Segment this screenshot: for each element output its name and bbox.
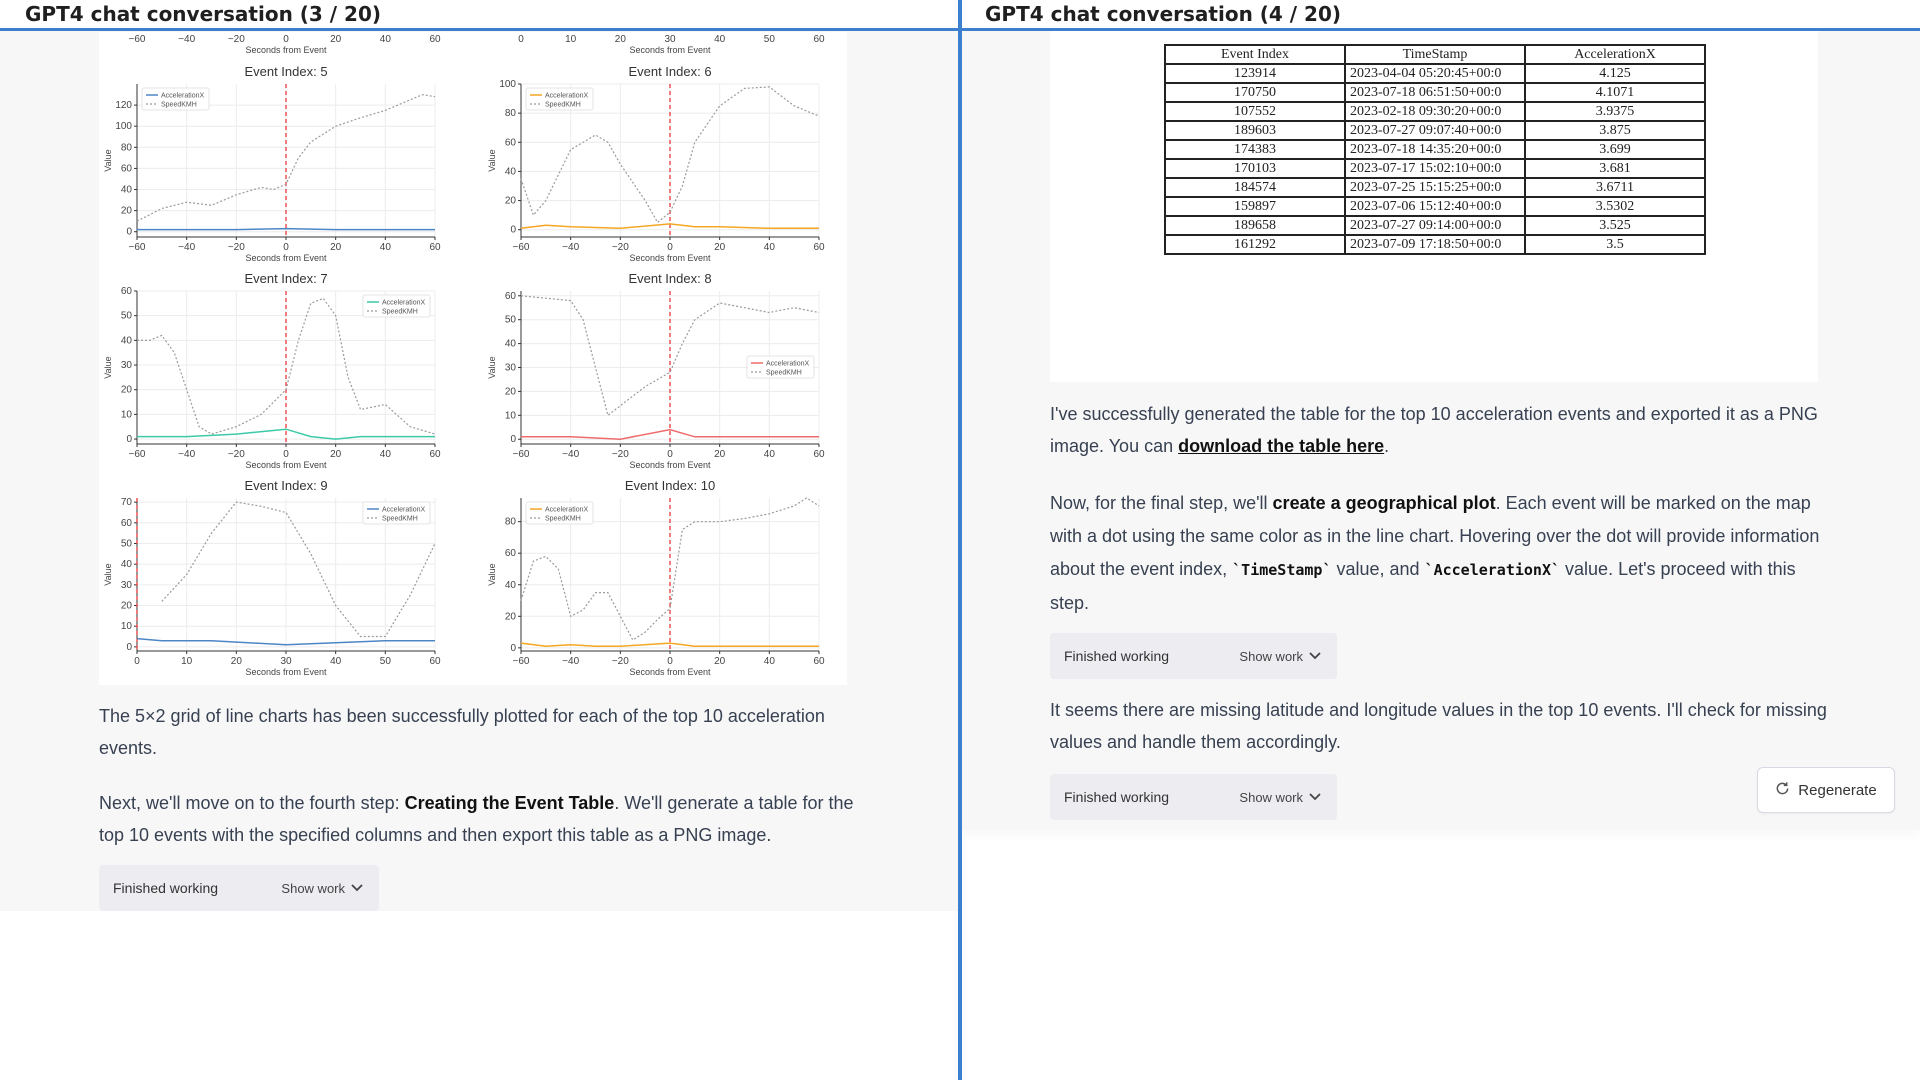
- timestamp-code: `TimeStamp`: [1232, 561, 1332, 579]
- column-header: Event Index: [1165, 45, 1345, 64]
- x-tick-label: −40: [562, 242, 580, 253]
- finished-working-chip[interactable]: [1050, 633, 1337, 679]
- y-tick-label: 10: [504, 410, 516, 422]
- x-axis-label: Seconds from Event: [629, 667, 711, 677]
- y-tick-label: 0: [126, 226, 132, 238]
- x-tick-label: −40: [178, 34, 196, 45]
- chart-title: Event Index: 6: [628, 64, 712, 79]
- x-tick-label: −60: [128, 449, 146, 460]
- finished-working-chip[interactable]: [99, 865, 379, 911]
- geo-plot-paragraph: [1050, 487, 1830, 620]
- acceleration-cell: 4.125: [1525, 64, 1705, 83]
- x-tick-label: 10: [181, 656, 193, 667]
- legend-label: AccelerationX: [161, 92, 205, 100]
- missing-values-text: It seems there are missing latitude and longitude values in the top 10 events. I'll check for missing values and handle them accordingly.: [1050, 700, 1827, 752]
- x-tick-label: −20: [611, 242, 629, 253]
- x-tick-label: 0: [283, 34, 289, 45]
- y-tick-label: 0: [510, 434, 516, 446]
- event-index-cell: 170103: [1165, 159, 1345, 178]
- timestamp-cell: 2023-07-27 09:07:40+00:0: [1345, 121, 1525, 140]
- table-row: [1165, 102, 1705, 121]
- x-tick-label: 30: [664, 34, 676, 45]
- y-tick-label: 20: [120, 205, 132, 217]
- table-body: [1165, 64, 1705, 254]
- y-tick-label: 20: [120, 384, 132, 396]
- x-axis-label: Seconds from Event: [629, 460, 711, 470]
- refresh-icon: [1775, 781, 1790, 800]
- timestamp-cell: 2023-07-25 15:15:25+00:0: [1345, 178, 1525, 197]
- y-tick-label: 60: [504, 137, 516, 149]
- x-tick-label: −60: [128, 242, 146, 253]
- geo-post: value. Let's proceed with this step.: [1050, 559, 1796, 613]
- timestamp-cell: 2023-07-18 06:51:50+00:0: [1345, 83, 1525, 102]
- x-tick-label: 60: [429, 449, 441, 460]
- y-tick-label: 20: [504, 195, 516, 207]
- acceleration-cell: 3.6711: [1525, 178, 1705, 197]
- event-index-cell: 189603: [1165, 121, 1345, 140]
- summary-text: The 5×2 grid of line charts has been successfully plotted for each of the top 10 acceleration events.: [99, 706, 825, 758]
- y-tick-label: 0: [126, 641, 132, 653]
- acceleration-cell: 3.699: [1525, 140, 1705, 159]
- show-work-button[interactable]: Show work: [1239, 789, 1303, 805]
- chevron-down-icon[interactable]: [1309, 652, 1321, 660]
- y-tick-label: 20: [504, 386, 516, 398]
- x-tick-label: 50: [379, 656, 391, 667]
- y-tick-label: 30: [120, 579, 132, 591]
- y-tick-label: 60: [504, 548, 516, 560]
- x-tick-label: −20: [611, 449, 629, 460]
- y-tick-label: 40: [120, 335, 132, 347]
- next-step-bold: Creating the Event Table: [404, 793, 615, 813]
- event-index-cell: 107552: [1165, 102, 1345, 121]
- x-axis-label: Seconds from Event: [629, 45, 711, 55]
- table-row: [1165, 235, 1705, 254]
- y-tick-label: 40: [504, 579, 516, 591]
- y-tick-label: 50: [504, 314, 516, 326]
- acceleration-cell: 3.681: [1525, 159, 1705, 178]
- timestamp-cell: 2023-07-18 14:35:20+00:0: [1345, 140, 1525, 159]
- timestamp-cell: 2023-07-09 17:18:50+00:0: [1345, 235, 1525, 254]
- x-tick-label: −60: [512, 242, 530, 253]
- x-tick-label: 0: [134, 656, 140, 667]
- y-tick-label: 70: [120, 497, 132, 509]
- regenerate-label: Regenerate: [1798, 781, 1877, 799]
- finished-working-label: Finished working: [113, 880, 219, 896]
- x-tick-label: −20: [611, 656, 629, 667]
- x-axis-label: Seconds from Event: [245, 253, 327, 263]
- acceleration-cell: 3.5: [1525, 235, 1705, 254]
- x-tick-label: 20: [230, 656, 242, 667]
- chevron-down-icon[interactable]: [1309, 793, 1321, 801]
- x-tick-label: 40: [379, 34, 391, 45]
- regenerate-button[interactable]: [1757, 767, 1895, 813]
- y-tick-label: 100: [499, 79, 516, 90]
- missing-values-paragraph: [1050, 694, 1830, 758]
- y-tick-label: 40: [120, 559, 132, 571]
- event-index-cell: 189658: [1165, 216, 1345, 235]
- event-index-cell: 159897: [1165, 197, 1345, 216]
- x-axis-label: Seconds from Event: [629, 253, 711, 263]
- x-axis-label: Seconds from Event: [245, 667, 327, 677]
- table-row: [1165, 178, 1705, 197]
- table-row: [1165, 121, 1705, 140]
- y-tick-label: 40: [120, 184, 132, 196]
- chart-title: Event Index: 5: [244, 64, 328, 79]
- timestamp-cell: 2023-07-06 15:12:40+00:0: [1345, 197, 1525, 216]
- x-tick-label: −40: [562, 449, 580, 460]
- event-index-cell: 174383: [1165, 140, 1345, 159]
- x-tick-label: 60: [429, 34, 441, 45]
- x-tick-label: 40: [379, 242, 391, 253]
- x-tick-label: 50: [763, 34, 775, 45]
- x-tick-label: 60: [813, 656, 825, 667]
- finished-working-chip[interactable]: [1050, 774, 1337, 820]
- legend-label: SpeedKMH: [545, 101, 581, 109]
- table-done-post: .: [1384, 436, 1390, 456]
- x-tick-label: −60: [128, 34, 146, 45]
- y-axis-label: Value: [103, 356, 113, 379]
- x-tick-label: −20: [227, 34, 245, 45]
- right-pane-title: GPT4 chat conversation (4 / 20): [962, 0, 1920, 31]
- chart-title: Event Index: 8: [628, 271, 712, 286]
- x-tick-label: −20: [227, 449, 245, 460]
- legend-label: AccelerationX: [766, 360, 810, 368]
- y-tick-label: 0: [126, 434, 132, 446]
- x-tick-label: 60: [429, 242, 441, 253]
- x-tick-label: 60: [813, 449, 825, 460]
- table-row: [1165, 197, 1705, 216]
- chart-title: Event Index: 10: [624, 478, 716, 493]
- legend-label: AccelerationX: [382, 506, 426, 514]
- x-tick-label: 20: [714, 242, 726, 253]
- x-tick-label: 40: [763, 242, 775, 253]
- accelerationx-code: `AccelerationX`: [1424, 561, 1561, 579]
- legend-label: AccelerationX: [382, 299, 426, 307]
- chevron-down-icon[interactable]: [351, 884, 363, 892]
- x-tick-label: 40: [714, 34, 726, 45]
- table-done-pre: I've successfully generated the table for the top 10 acceleration events and exported it as a PNG image. You can: [1050, 404, 1818, 456]
- next-step-pre: Next, we'll move on to the fourth step:: [99, 793, 405, 813]
- y-tick-label: 10: [120, 621, 132, 633]
- table-done-paragraph: [1050, 398, 1830, 462]
- y-tick-label: 60: [120, 286, 132, 297]
- y-tick-label: 60: [120, 163, 132, 175]
- y-axis-label: Value: [487, 563, 497, 586]
- event-table: [1164, 44, 1706, 255]
- x-tick-label: −40: [562, 656, 580, 667]
- table-row: [1165, 140, 1705, 159]
- timestamp-cell: 2023-02-18 09:30:20+00:0: [1345, 102, 1525, 121]
- event-index-cell: 170750: [1165, 83, 1345, 102]
- legend-label: SpeedKMH: [382, 515, 418, 523]
- y-axis-label: Value: [103, 149, 113, 172]
- left-pane: [0, 0, 958, 1080]
- table-row: [1165, 159, 1705, 178]
- y-axis-label: Value: [487, 356, 497, 379]
- table-row: [1165, 216, 1705, 235]
- charts-svg: [99, 32, 847, 685]
- y-tick-label: 50: [120, 538, 132, 550]
- table-row: [1165, 83, 1705, 102]
- y-tick-label: 40: [504, 338, 516, 350]
- x-tick-label: −20: [227, 242, 245, 253]
- next-step-post: . We'll generate a table for the top 10 events with the specified columns and then export this table as a PNG image.: [99, 793, 854, 845]
- column-header: TimeStamp: [1345, 45, 1525, 64]
- x-tick-label: 60: [813, 242, 825, 253]
- summary-paragraph: [99, 700, 859, 764]
- geo-mid2: value, and: [1331, 559, 1425, 579]
- chart-title: Event Index: 9: [244, 478, 328, 493]
- acceleration-cell: 3.9375: [1525, 102, 1705, 121]
- y-tick-label: 0: [510, 642, 516, 654]
- y-tick-label: 30: [504, 362, 516, 374]
- x-tick-label: 0: [667, 449, 673, 460]
- legend-label: SpeedKMH: [161, 101, 197, 109]
- y-tick-label: 80: [504, 516, 516, 528]
- table-header-row: [1165, 45, 1705, 64]
- acceleration-cell: 3.525: [1525, 216, 1705, 235]
- column-header: AccelerationX: [1525, 45, 1705, 64]
- left-pane-title: GPT4 chat conversation (3 / 20): [0, 0, 958, 31]
- finished-working-label: Finished working: [1064, 789, 1170, 805]
- line-charts-image: [99, 32, 847, 685]
- legend-label: AccelerationX: [545, 506, 589, 514]
- x-tick-label: 20: [330, 34, 342, 45]
- x-tick-label: 60: [813, 34, 825, 45]
- acceleration-cell: 4.1071: [1525, 83, 1705, 102]
- show-work-button[interactable]: Show work: [281, 880, 345, 896]
- next-step-paragraph: [99, 787, 859, 851]
- legend-label: SpeedKMH: [766, 369, 802, 377]
- y-axis-label: Value: [103, 563, 113, 586]
- event-index-cell: 184574: [1165, 178, 1345, 197]
- y-tick-label: 30: [120, 360, 132, 372]
- geo-mid1: . Each event will be marked on the map with a dot using the same color as in the line chart. Hovering over the dot will provide information about the event index,: [1050, 493, 1820, 579]
- y-tick-label: 100: [115, 121, 132, 133]
- x-tick-label: −40: [178, 242, 196, 253]
- x-tick-label: 0: [283, 242, 289, 253]
- geo-bold: create a geographical plot: [1272, 493, 1496, 513]
- y-tick-label: 60: [120, 517, 132, 529]
- y-tick-label: 50: [120, 310, 132, 322]
- x-tick-label: −40: [178, 449, 196, 460]
- timestamp-cell: 2023-04-04 05:20:45+00:0: [1345, 64, 1525, 83]
- x-tick-label: 30: [280, 656, 292, 667]
- x-tick-label: 20: [614, 34, 626, 45]
- acceleration-cell: 3.875: [1525, 121, 1705, 140]
- legend-label: AccelerationX: [545, 92, 589, 100]
- y-tick-label: 40: [504, 166, 516, 178]
- show-work-button[interactable]: Show work: [1239, 648, 1303, 664]
- y-tick-label: 80: [120, 142, 132, 154]
- x-axis-label: Seconds from Event: [245, 460, 327, 470]
- legend-label: SpeedKMH: [382, 308, 418, 316]
- download-table-link[interactable]: download the table here: [1178, 436, 1385, 456]
- y-tick-label: 10: [120, 409, 132, 421]
- chart-title: Event Index: 7: [244, 271, 328, 286]
- timestamp-cell: 2023-07-17 15:02:10+00:0: [1345, 159, 1525, 178]
- finished-working-label: Finished working: [1064, 648, 1170, 664]
- table-row: [1165, 64, 1705, 83]
- geo-pre: Now, for the final step, we'll: [1050, 493, 1273, 513]
- x-tick-label: 20: [714, 449, 726, 460]
- x-tick-label: 10: [565, 34, 577, 45]
- x-tick-label: 20: [330, 449, 342, 460]
- x-tick-label: 60: [429, 656, 441, 667]
- y-axis-label: Value: [487, 149, 497, 172]
- x-tick-label: 40: [763, 449, 775, 460]
- y-tick-label: 20: [120, 600, 132, 612]
- x-tick-label: −60: [512, 449, 530, 460]
- timestamp-cell: 2023-07-27 09:14:00+00:0: [1345, 216, 1525, 235]
- y-tick-label: 120: [115, 100, 132, 112]
- x-tick-label: 20: [714, 656, 726, 667]
- y-tick-label: 80: [504, 108, 516, 120]
- legend-label: SpeedKMH: [545, 515, 581, 523]
- y-tick-label: 0: [510, 224, 516, 236]
- x-tick-label: 0: [667, 656, 673, 667]
- acceleration-cell: 3.5302: [1525, 197, 1705, 216]
- event-index-cell: 161292: [1165, 235, 1345, 254]
- x-tick-label: 20: [330, 242, 342, 253]
- x-tick-label: 0: [518, 34, 524, 45]
- x-axis-label: Seconds from Event: [245, 45, 327, 55]
- y-tick-label: 20: [504, 611, 516, 623]
- x-tick-label: 0: [667, 242, 673, 253]
- event-table-image: [1050, 30, 1818, 382]
- x-tick-label: 40: [330, 656, 342, 667]
- x-tick-label: 0: [283, 449, 289, 460]
- event-index-cell: 123914: [1165, 64, 1345, 83]
- y-tick-label: 60: [504, 290, 516, 302]
- x-tick-label: −60: [512, 656, 530, 667]
- x-tick-label: 40: [763, 656, 775, 667]
- x-tick-label: 40: [379, 449, 391, 460]
